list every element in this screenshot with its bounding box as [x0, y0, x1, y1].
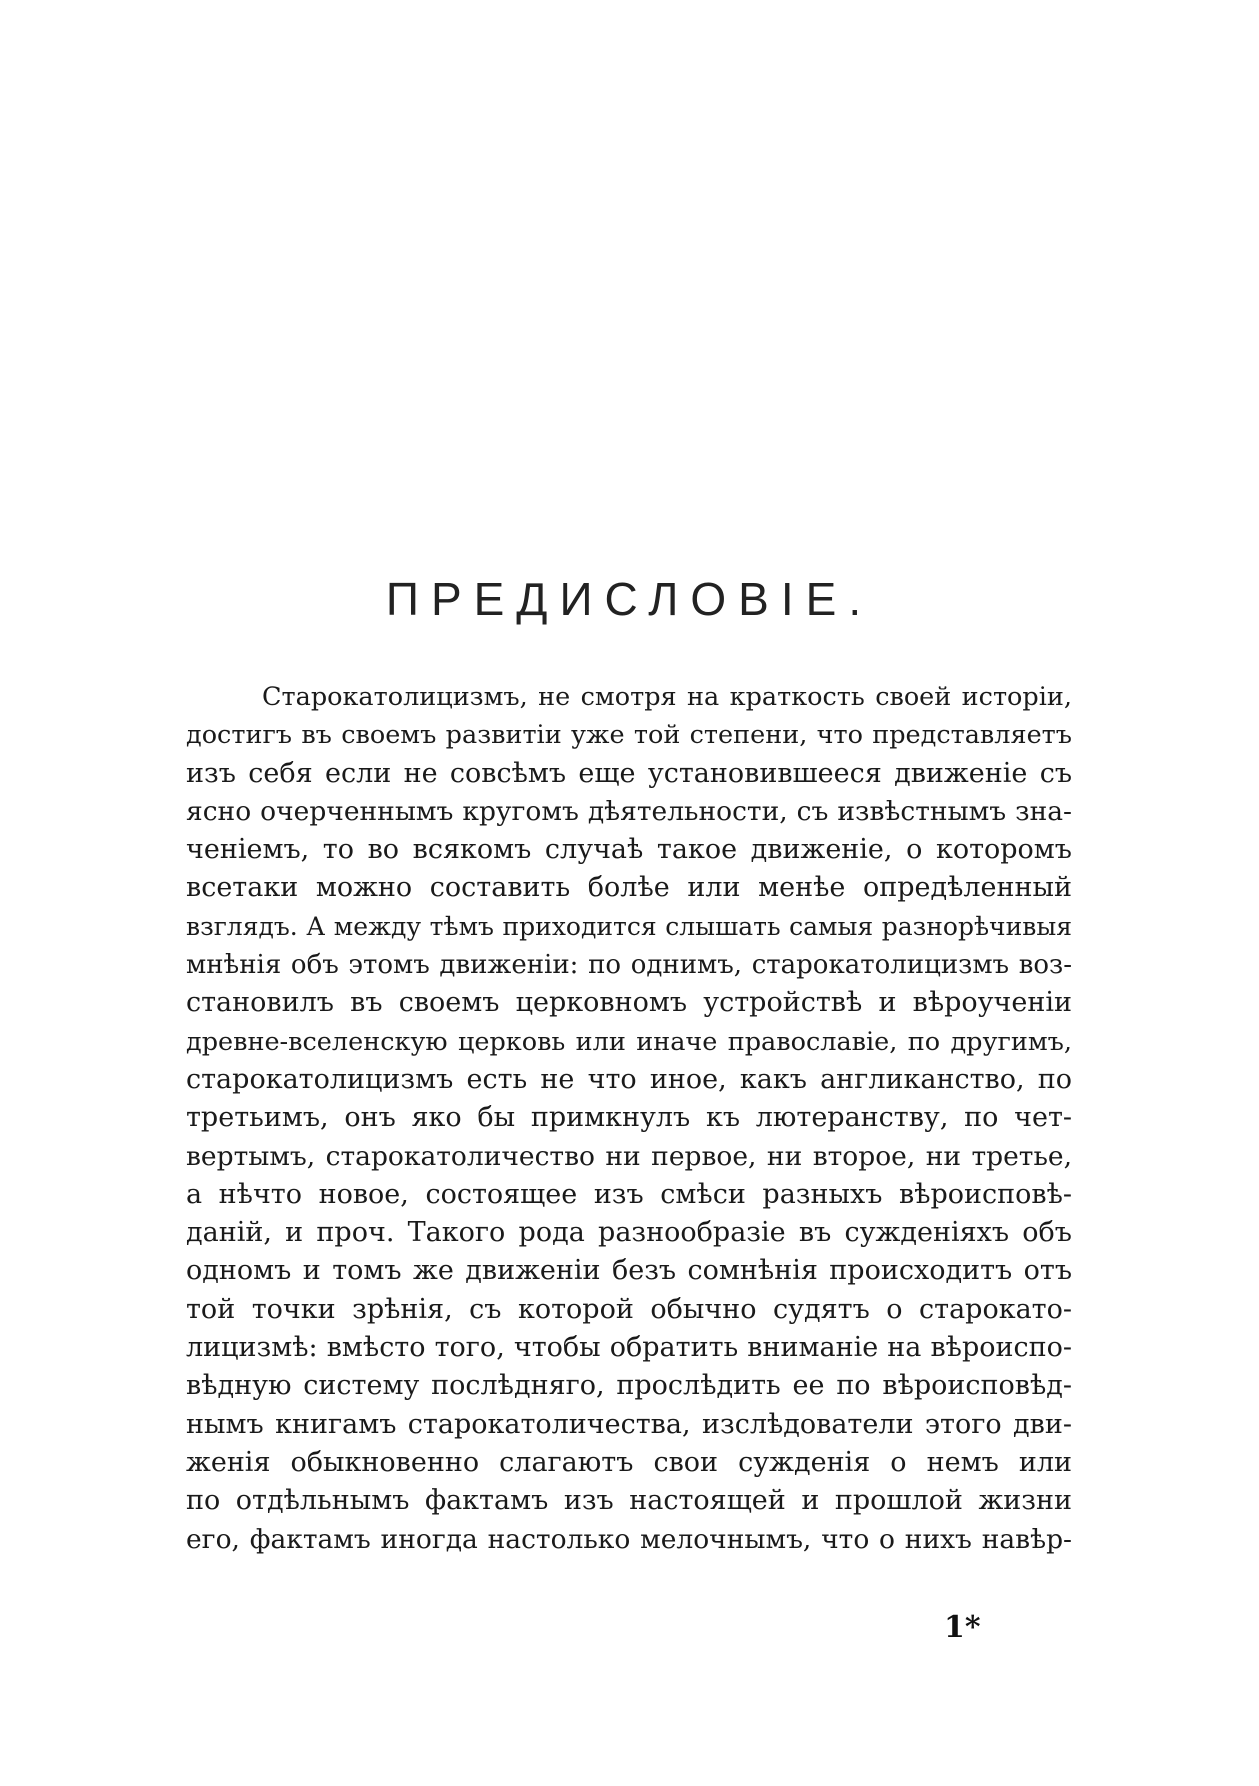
- body-text: [186, 678, 1072, 1559]
- text-line-6: всетаки можно составить болѣе или менѣе опредѣленный: [186, 872, 1072, 904]
- text-line-20: нымъ книгамъ старокатоличества, изслѣдователи этого дви-: [186, 1408, 1072, 1440]
- text-line-14: а нѣчто новое, состоящее изъ смѣси разныхъ вѣроисповѣ-: [186, 1178, 1072, 1210]
- text-line-16: одномъ и томъ же движеніи безъ сомнѣнія происходитъ отъ: [186, 1255, 1072, 1287]
- text-line-13: вертымъ, старокатоличество ни первое, ни второе, ни третье,: [186, 1140, 1072, 1172]
- text-line-4: ясно очерченнымъ кругомъ дѣятельности, съ извѣстнымъ зна-: [186, 795, 1072, 827]
- text-line-17: той точки зрѣнія, съ которой обычно судятъ о старокато-: [186, 1293, 1072, 1325]
- text-line-3: изъ себя если не совсѣмъ еще установившееся движеніе съ: [186, 757, 1072, 789]
- text-line-12: третьимъ, онъ яко бы примкнулъ къ лютеранству, по чет-: [186, 1102, 1072, 1134]
- text-line-19: вѣдную систему послѣдняго, прослѣдить ее по вѣроисповѣд-: [186, 1370, 1072, 1402]
- text-line-9: становилъ въ своемъ церковномъ устройствѣ и вѣроученіи: [186, 987, 1072, 1019]
- text-line-8: мнѣнія объ этомъ движеніи: по однимъ, старокатолицизмъ воз-: [186, 950, 1072, 981]
- page-title: ПРЕДИСЛОВІЕ.: [385, 573, 874, 625]
- text-line-5: ченіемъ, то во всякомъ случаѣ такое движеніе, о которомъ: [186, 834, 1072, 866]
- text-line-22: по отдѣльнымъ фактамъ изъ настоящей и прошлой жизни: [186, 1485, 1072, 1517]
- text-line-15: даній, и проч. Такого рода разнообразіе въ сужденіяхъ объ: [186, 1217, 1072, 1249]
- text-line-18: лицизмѣ: вмѣсто того, чтобы обратить вниманіе на вѣроиспо-: [186, 1332, 1072, 1364]
- text-line-2: достигъ въ своемъ развитіи уже той степени, что представляетъ: [186, 720, 1072, 751]
- signature-mark: 1*: [944, 1610, 981, 1645]
- text-line-10: древне-вселенскую церковь или иначе православіе, по другимъ,: [186, 1026, 1072, 1057]
- text-line-1: Старокатолицизмъ, не смотря на краткость своей исторіи,: [262, 682, 1072, 712]
- text-line-21: женія обыкновенно слагаютъ свои сужденія о немъ или: [186, 1446, 1072, 1478]
- text-line-7: взглядъ. А между тѣмъ приходится слышать самыя разнорѣчивыя: [186, 911, 1072, 941]
- text-line-23: его, фактамъ иногда настолько мелочнымъ, что о нихъ навѣр-: [186, 1523, 1072, 1555]
- text-line-11: старокатолицизмъ есть не что иное, какъ англиканство, по: [186, 1063, 1072, 1095]
